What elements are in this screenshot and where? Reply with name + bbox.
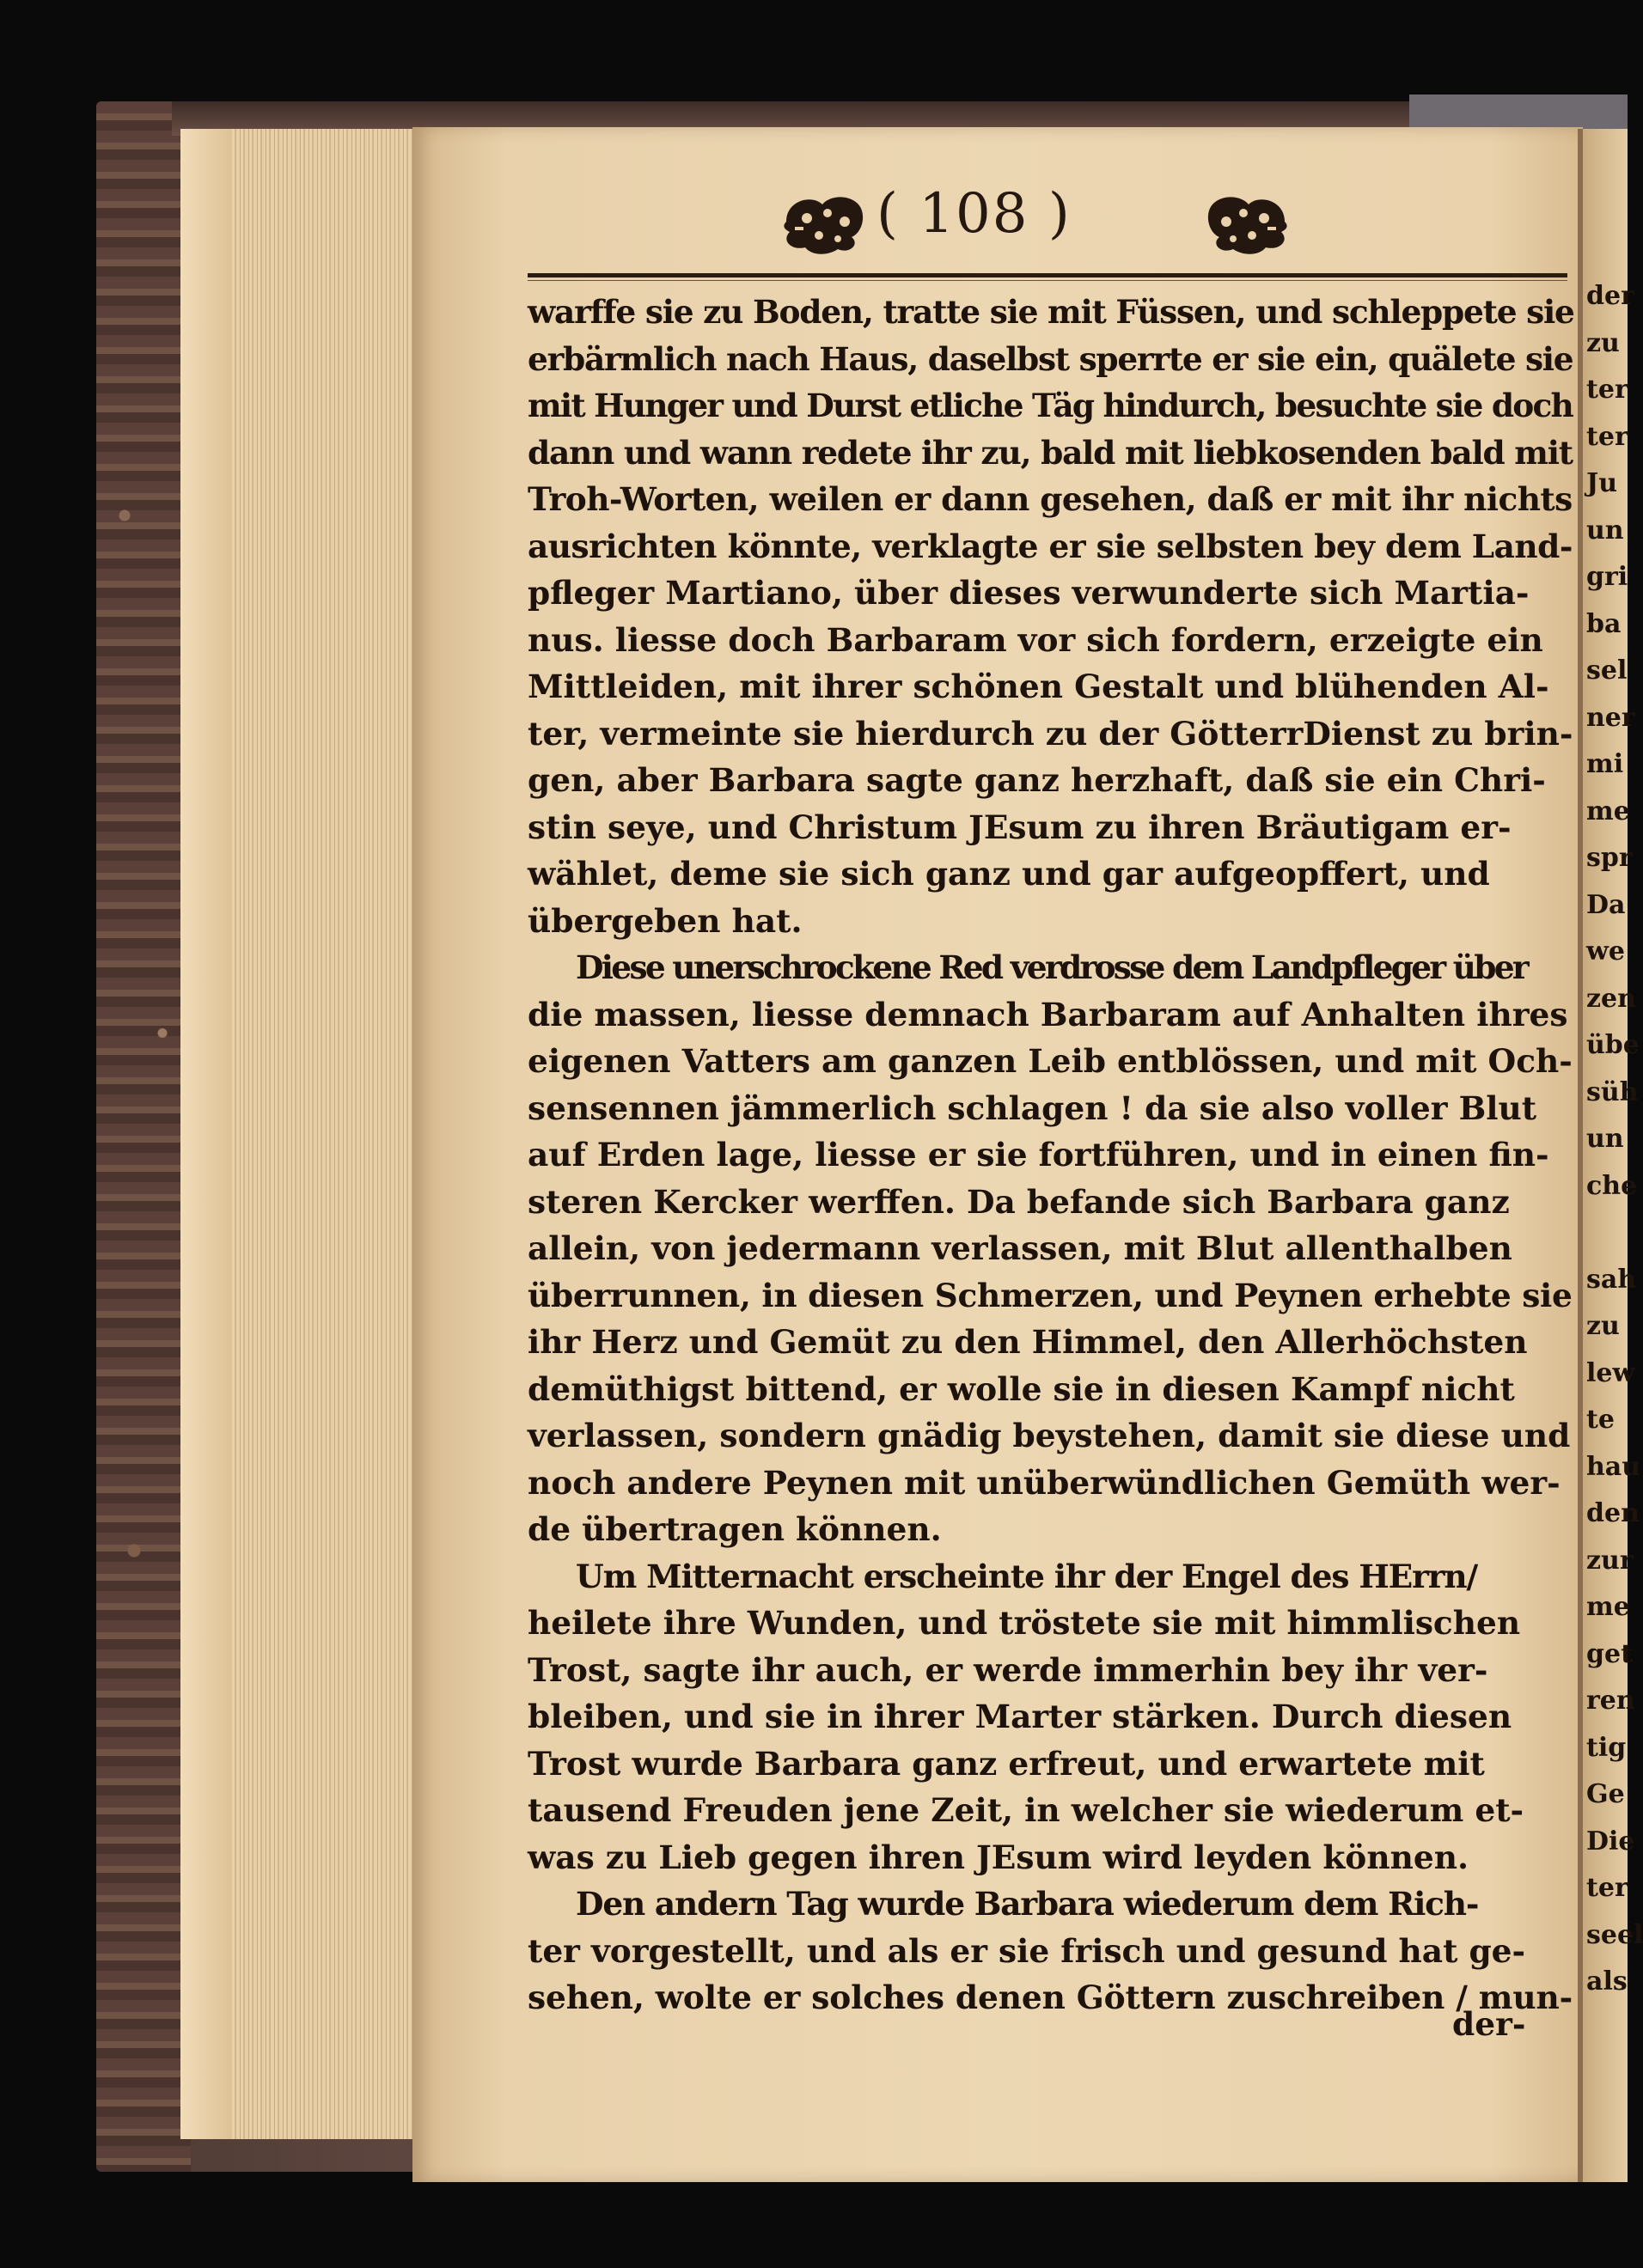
text-line: sensennen jämmerlich schlagen ! da sie also voller Blut [528, 1088, 1537, 1127]
text-line: Den andern Tag wurde Barbara wiederum dem Rich- [576, 1885, 1479, 1923]
text-line: sehen, wolte er solches denen Göttern zuschreiben / mun- [528, 1978, 1573, 2016]
text-line: demüthigst bittend, er wolle sie in diesen Kampf nicht [528, 1369, 1515, 1408]
text-line: ter vorgestellt, und als er sie frisch und gesund hat ge- [528, 1931, 1526, 1970]
next-page-fragment: der [1586, 281, 1634, 311]
text-line: gen, aber Barbara sagte ganz herzhaft, daß sie ein Chri- [528, 761, 1546, 799]
next-page-fragment: te [1586, 1405, 1615, 1435]
next-page-fragment: zen [1586, 983, 1636, 1014]
page-stack-front [180, 129, 232, 2139]
text-line: bleiben, und sie in ihrer Marter stärken. Durch diesen [528, 1698, 1512, 1735]
next-page-fragment: ter [1586, 375, 1628, 405]
next-page-fragment [1586, 1210, 1628, 1257]
text-line: eigenen Vatters am ganzen Leib entblössen, und mit Och- [528, 1042, 1573, 1080]
next-page-fragment: un [1586, 515, 1624, 546]
next-page-fragment: spr [1586, 843, 1633, 873]
next-page-fragment: mi [1586, 749, 1624, 779]
next-page-fragment: Ge [1586, 1779, 1625, 1809]
next-page-fragment: me [1586, 796, 1630, 826]
next-page-fragment: ba [1586, 608, 1622, 639]
text-line: tausend Freuden jene Zeit, in welcher sie wiederum et- [528, 1791, 1524, 1829]
next-page-fragment: süh [1586, 1076, 1639, 1107]
next-page-fragment: Die [1586, 1826, 1635, 1856]
text-line: Diese unerschrockene Red verdrosse dem Landpfleger über [576, 948, 1527, 986]
text-line: Trost, sagte ihr auch, er werde immerhin bey ihr ver- [528, 1650, 1488, 1689]
next-page-fragment: übe [1586, 1030, 1640, 1060]
text-line: verlassen, sondern gnädig beystehen, damit sie diese und [528, 1417, 1571, 1454]
ornament-left-icon [778, 187, 872, 258]
next-page-fragment: un [1586, 1124, 1624, 1154]
next-page-fragment: zur [1586, 1545, 1634, 1576]
text-line: ausrichten könnte, verklagte er sie selbsten bey dem Land- [528, 527, 1573, 565]
text-line: nus. liesse doch Barbaram vor sich fordern, erzeigte ein [528, 620, 1543, 659]
text-line: ter, vermeinte sie hierdurch zu der GötterrDienst zu brin- [528, 714, 1573, 753]
catchword: der- [1452, 2005, 1526, 2043]
header-rule-thin [528, 280, 1567, 281]
text-line: Um Mitternacht erscheinte ihr der Engel des HErrn/ [576, 1557, 1478, 1595]
next-page-fragment: hau [1586, 1451, 1641, 1482]
next-page-fragment: che [1586, 1170, 1638, 1201]
next-page-fragment: Da [1586, 889, 1626, 920]
next-page-fragment: ter [1586, 421, 1628, 452]
text-line: dann und wann redete ihr zu, bald mit liebkosenden bald mit [528, 433, 1573, 472]
next-page-fragment: get [1586, 1638, 1633, 1669]
text-line: warffe sie zu Boden, tratte sie mit Füssen, und schleppete sie [528, 293, 1574, 331]
next-page-fragment: zu [1586, 1311, 1620, 1341]
text-line: steren Kercker werffen. Da befande sich Barbara ganz [528, 1182, 1510, 1221]
text-line: was zu Lieb gegen ihren JEsum wird leyden können. [528, 1838, 1469, 1876]
next-page-fragment: seel [1586, 1919, 1643, 1950]
text-line: auf Erden lage, liesse er sie fortführen, und in einen fin- [528, 1136, 1549, 1174]
next-page-fragment: den [1586, 1498, 1640, 1528]
next-page-fragment: Ju [1586, 468, 1618, 498]
text-line: heilete ihre Wunden, und tröstete sie mit himmlischen [528, 1604, 1521, 1642]
text-line: ihr Herz und Gemüt zu den Himmel, den Allerhöchsten [528, 1323, 1528, 1361]
ornament-right-icon [1199, 187, 1293, 258]
text-line: de übertragen können. [528, 1510, 942, 1548]
header-rule [528, 273, 1567, 277]
text-line: allein, von jedermann verlassen, mit Blut allenthalben [528, 1229, 1512, 1267]
next-page-fragment: ren [1586, 1686, 1635, 1716]
next-page-fragment: lew [1586, 1357, 1635, 1388]
text-line: erbärmlich nach Haus, daselbst sperrte er sie ein, quälete sie [528, 339, 1573, 378]
text-line: mit Hunger und Durst etliche Täg hindurch, besuchte sie doch [528, 387, 1573, 424]
page-number: ( 108 ) [876, 182, 1072, 246]
text-line: wählet, deme sie sich ganz und gar aufgeopffert, und [528, 855, 1490, 893]
text-line: noch andere Peynen mit unüberwündlichen Gemüth wer- [528, 1463, 1561, 1502]
text-line: überrunnen, in diesen Schmerzen, und Peynen erhebte sie [528, 1276, 1573, 1314]
text-line: Troh-Worten, weilen er dann gesehen, daß er mit ihr nichts [528, 480, 1573, 518]
next-page-fragment: sah [1586, 1264, 1637, 1295]
text-line: Trost wurde Barbara ganz erfreut, und erwartete mit [528, 1744, 1485, 1783]
text-line: stin seye, und Christum JEsum zu ihren Bräutigam er- [528, 808, 1512, 846]
next-page-fragment: zu [1586, 327, 1620, 358]
next-page-fragment: we [1586, 936, 1625, 966]
text-line: Mittleiden, mit ihrer schönen Gestalt und blühenden Al- [528, 668, 1549, 705]
next-page-fragment: als [1586, 1966, 1628, 1997]
text-line: die massen, liesse demnach Barbaram auf Anhalten ihres [528, 995, 1568, 1033]
body-text [528, 289, 1573, 2021]
text-line: übergeben hat. [528, 901, 803, 940]
next-page-fragment: ter [1586, 1873, 1628, 1903]
text-line: pfleger Martiano, über dieses verwunderte sich Martia- [528, 574, 1530, 612]
cover-edge [96, 101, 191, 2172]
next-page-fragment: gri [1586, 562, 1628, 592]
next-page-fragment: sel [1586, 655, 1628, 686]
next-page-fragment: ner [1586, 702, 1635, 733]
next-page-fragment: tig [1586, 1732, 1627, 1763]
next-page-fragment: me [1586, 1592, 1630, 1622]
next-page-text-fragments [1586, 273, 1643, 2006]
